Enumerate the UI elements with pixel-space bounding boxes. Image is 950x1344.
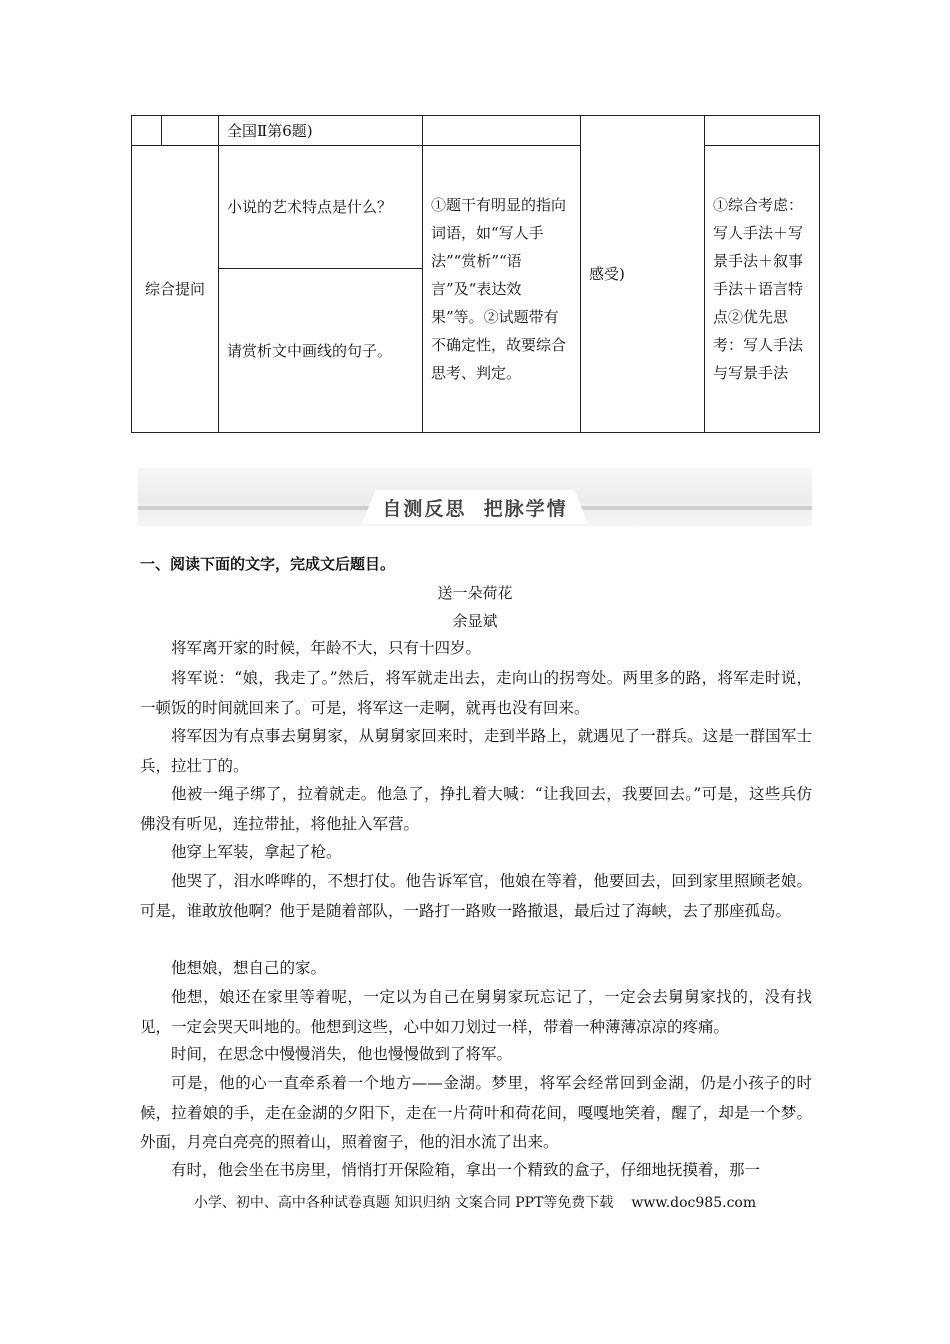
table-cell-category: 综合提问: [132, 146, 219, 433]
footer: [140, 1192, 810, 1212]
table-cell-strategy: ①综合考虑：写人手法＋写景手法＋叙事手法＋语言特点②优先思考：写人手法与写景手法: [705, 146, 820, 433]
paragraph: 将军离开家的时候，年龄不大，只有十四岁。: [171, 639, 482, 657]
banner-title: 自测反思 把脉学情: [382, 498, 568, 520]
paragraph: 将军说：“娘，我走了。”然后，将军就走出去，走向山的拐弯处。两里多的路，将军走时说，一顿饭的时间就回来了。可是，将军这一走啊，就再也没有回来。: [140, 669, 812, 717]
table-cell-feature: ①题干有明显的指向词语，如“写人手法”“赏析”“语言”及“表达效果”等。②试题带有不确定性，故要综合思考、判定。: [423, 146, 581, 433]
paragraph: 有时，他会坐在书房里，悄悄打开保险箱，拿出一个精致的盒子，仔细地抚摸着，那一: [171, 1161, 761, 1179]
paragraph: 将军因为有点事去舅舅家，从舅舅家回来时，走到半路上，就遇见了一群兵。这是一群国军士兵，拉壮丁的。: [140, 727, 812, 775]
paragraph: 他哭了，泪水哗哗的，不想打仗。他告诉军官，他娘在等着，他要回去，回到家里照顾老娘。可是，谁敢放他啊？他于是随着部队，一路打一路败一路撤退，最后过了海峡，去了那座孤岛。: [140, 872, 812, 920]
strategy-table: [131, 115, 820, 433]
paragraph: 他想娘，想自己的家。: [171, 959, 327, 977]
table-cell-question-1: 小说的艺术特点是什么？: [219, 146, 423, 269]
paragraph: 可是，他的心一直牵系着一个地方——金湖。梦里，将军会经常回到金湖，仍是小孩子的时候，拉着娘的手，走在金湖的夕阳下，走在一片荷叶和荷花间，嘎嘎地笑着，醒了，却是一个梦。外面，月亮白亮亮的照着山，照着窗子，他的泪水流了出来。: [140, 1074, 812, 1151]
table-cell-source: 全国Ⅱ第6题): [219, 116, 423, 146]
table-cell: [132, 116, 162, 146]
paragraph: 他想，娘还在家里等着呢，一定以为自己在舅舅家玩忘记了，一定会去舅舅家找的，没有找见，一定会哭天叫地的。他想到这些，心中如刀划过一样，带着一种薄薄凉凉的疼痛。: [140, 988, 812, 1036]
story-title: 送一朵荷花: [437, 584, 513, 602]
table-cell: [162, 116, 219, 146]
table-cell: [423, 116, 581, 146]
table-cell-feeling: 感受): [581, 116, 705, 433]
paragraph: 他穿上军装，拿起了枪。: [171, 843, 342, 861]
paragraph: 时间，在思念中慢慢消失，他也慢慢做到了将军。: [171, 1045, 513, 1063]
story-author: 余显斌: [452, 612, 498, 630]
footer-url[interactable]: www.doc985.com: [631, 1195, 757, 1211]
table-cell-question-2: 请赏析文中画线的句子。: [219, 269, 423, 433]
table-cell: [705, 116, 820, 146]
footer-text: 小学、初中、高中各种试卷真题 知识归纳 文案合同 PPT等免费下载: [193, 1195, 614, 1211]
section-banner: [138, 468, 812, 526]
paragraph: 他被一绳子绑了，拉着就走。他急了，挣扎着大喊：“让我回去，我要回去。”可是，这些兵仿佛没有听见，连拉带扯，将他扯入军营。: [140, 785, 812, 833]
section-heading: 一、阅读下面的文字，完成文后题目。: [140, 555, 396, 573]
